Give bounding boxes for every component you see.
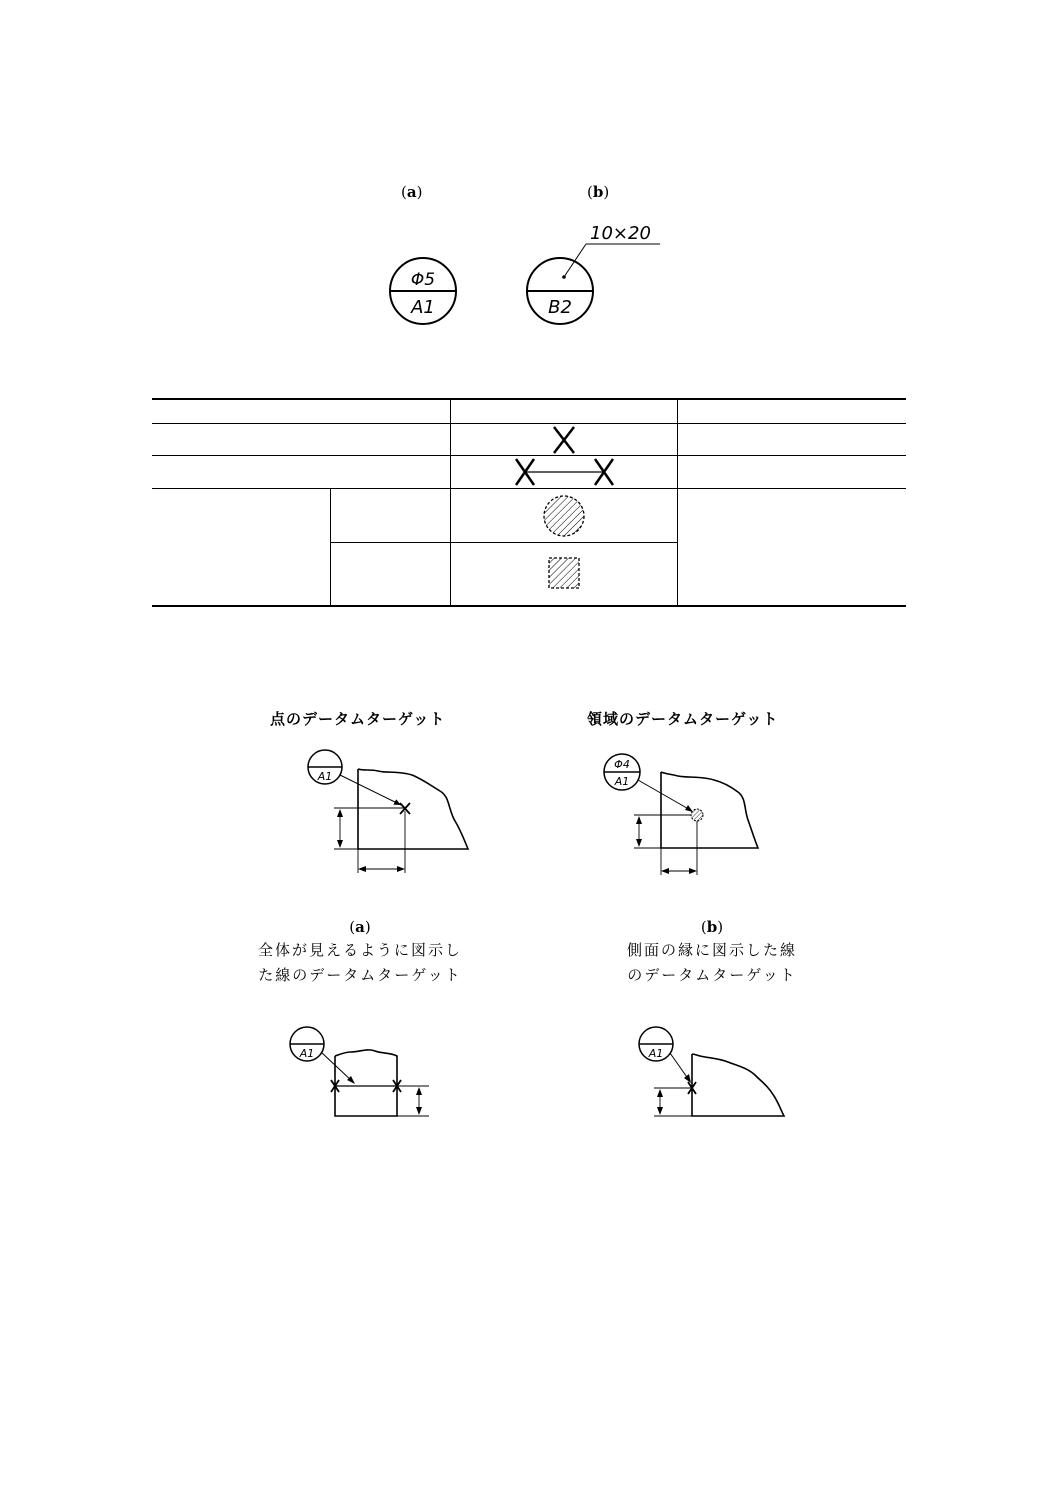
caption-a-line2: た線のデータムターゲット [258,966,462,984]
datum-target-symbol-a [383,255,463,327]
caption-b-line2: のデータムターゲット [627,966,797,984]
table-row2-rule [152,488,906,489]
table-top-rule [152,398,906,400]
line-a-symbol-label: A1 [299,1047,315,1060]
area-symbol-lower: A1 [614,775,630,788]
symbol-table [152,398,906,608]
caption-b-line1: 側面の縁に図示した線 [626,941,797,959]
area-target-title: 領域のデータムターゲット [587,710,779,728]
caption-a-label: (a) [349,918,371,936]
caption-b-label-text: b [706,918,718,936]
caption-a-label-text: a [355,918,365,936]
label-a-text: a [406,183,417,201]
figure-label-b: (b) [587,183,610,201]
area-target-drawing [598,750,768,880]
caption-a [240,918,480,988]
table-col-rule-sub [330,488,331,607]
figure-label-a: (a) [401,183,423,201]
table-col-rule-1 [450,398,451,607]
line-target-symbol [514,458,614,486]
table-row1-rule [152,455,906,456]
line-target-drawing-a [285,1022,435,1122]
symbol-a-upper: Φ5 [410,270,436,290]
symbol-a-lower: A1 [411,297,435,318]
area-symbol-upper: Φ4 [614,758,630,771]
table-row3-rule [330,542,678,543]
point-target-drawing [300,745,480,880]
symbol-b-lower: B2 [548,297,572,318]
area-circle-symbol [542,494,586,538]
line-target-drawing-b [632,1022,792,1122]
caption-a-line1: 全体が見えるように図示し [257,941,462,959]
point-target-symbol [552,426,576,454]
table-header-rule [152,423,906,424]
line-b-symbol-label: A1 [648,1047,664,1060]
datum-target-symbol-b [520,215,670,327]
caption-b [592,918,832,988]
symbol-b-upper: 10×20 [590,223,651,244]
point-target-title: 点のデータムターゲット [270,710,446,728]
caption-b-label: (b) [700,918,724,936]
point-symbol-label: A1 [317,770,333,783]
label-b-text: b [592,183,604,201]
area-square-symbol [548,557,580,589]
table-bottom-rule [152,605,906,607]
table-col-rule-2 [677,398,678,607]
